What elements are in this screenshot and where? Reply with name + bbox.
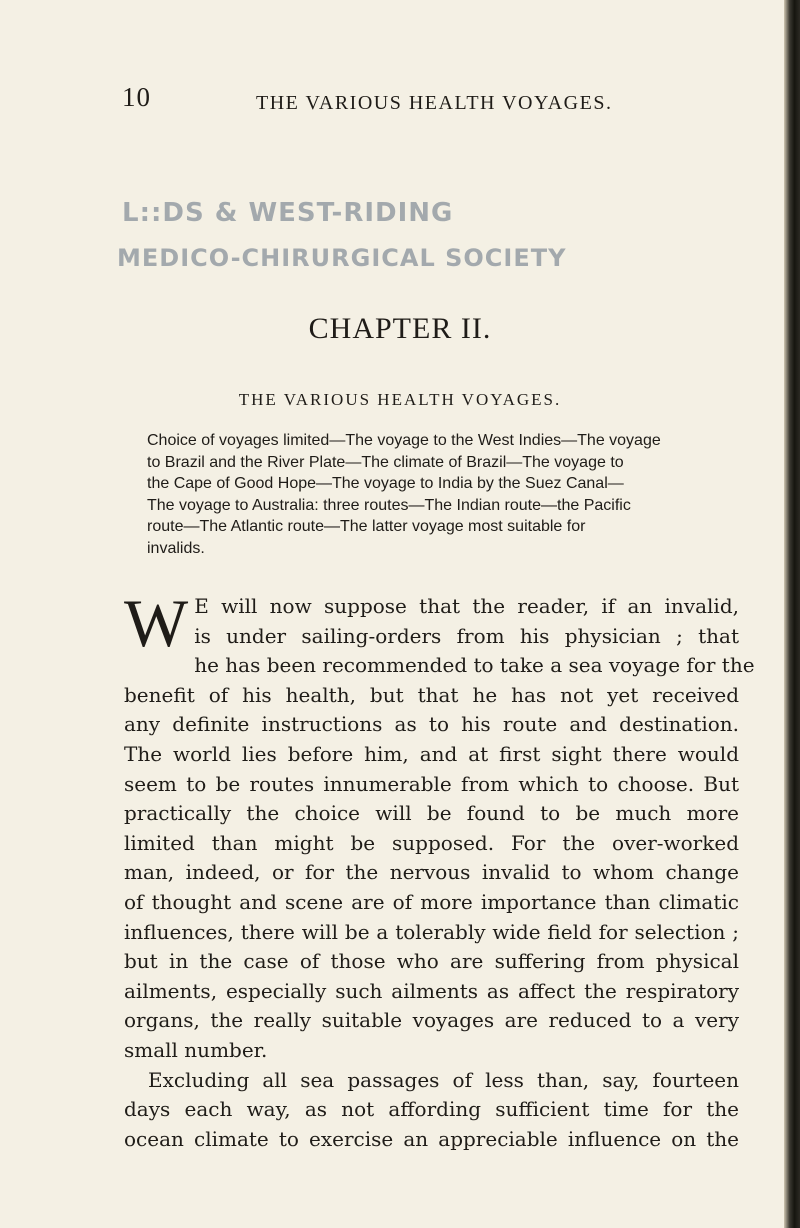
synopsis-line: The voyage to Australia: three routes—The Indian route—the Pacific <box>147 496 631 514</box>
text-line: any definite instructions as to his route and destination. <box>124 712 739 737</box>
text-line: benefit of his health, but that he has not yet received <box>124 682 739 707</box>
text-line: ocean climate to exercise an appreciable influence on the <box>124 1126 739 1151</box>
running-head: THE VARIOUS HEALTH VOYAGES. <box>256 92 613 114</box>
synopsis-line: route—The Atlantic route—The latter voyage most suitable for <box>147 518 586 535</box>
text-line: Excluding all sea passages of less than, say, fourteen <box>148 1067 739 1092</box>
synopsis-line: invalids. <box>147 539 205 557</box>
library-stamp-line-1: L::DS & WEST-RIDING <box>122 198 454 228</box>
synopsis-line: Choice of voyages limited—The voyage to the West Indies—The voyage <box>147 432 661 449</box>
text-line: of thought and scene are of more importance than climatic <box>124 889 739 914</box>
body-text <box>124 585 755 1154</box>
chapter-synopsis <box>147 430 760 559</box>
synopsis-text <box>147 430 760 559</box>
text-line: man, indeed, or for the nervous invalid to whom change <box>124 860 739 885</box>
text-line: influences, there will be a tolerably wide field for selection ; <box>124 919 739 944</box>
text-line: limited than might be supposed. For the over-worked <box>124 830 739 855</box>
text-line: but in the case of those who are suffering from physical <box>124 949 739 974</box>
page-number: 10 <box>122 82 151 112</box>
text-line: small number. <box>124 1037 268 1062</box>
chapter-subtitle: THE VARIOUS HEALTH VOYAGES. <box>238 390 562 409</box>
text-line: organs, the really suitable voyages are reduced to a very <box>124 1008 739 1033</box>
text-line: E will now suppose that the reader, if an invalid, <box>194 594 739 618</box>
synopsis-line: the Cape of Good Hope—The voyage to India by the Suez Canal— <box>147 475 624 492</box>
text-line: seem to be routes innumerable from which to choose. But <box>124 771 739 796</box>
library-stamp-line-2: MEDICO-CHIRURGICAL SOCIETY <box>117 244 567 272</box>
text-line: days each way, as not affording sufficient time for the <box>124 1097 739 1122</box>
text-line: ailments, especially such ailments as affect the respiratory <box>124 978 739 1003</box>
synopsis-line: to Brazil and the River Plate—The climate of Brazil—The voyage to <box>147 453 624 471</box>
book-spine-edge <box>784 0 800 1228</box>
text-line: he has been recommended to take a sea voyage for the <box>194 653 755 678</box>
paragraph-1 <box>124 585 755 1066</box>
text-line: The world lies before him, and at first sight there would <box>124 741 739 766</box>
paragraph-2 <box>124 1066 739 1155</box>
text-line: is under sailing-orders from his physician ; that <box>194 623 739 648</box>
drop-cap: W <box>124 585 189 661</box>
chapter-title: CHAPTER II. <box>308 312 492 345</box>
text-line: practically the choice will be found to be much more <box>124 801 739 826</box>
